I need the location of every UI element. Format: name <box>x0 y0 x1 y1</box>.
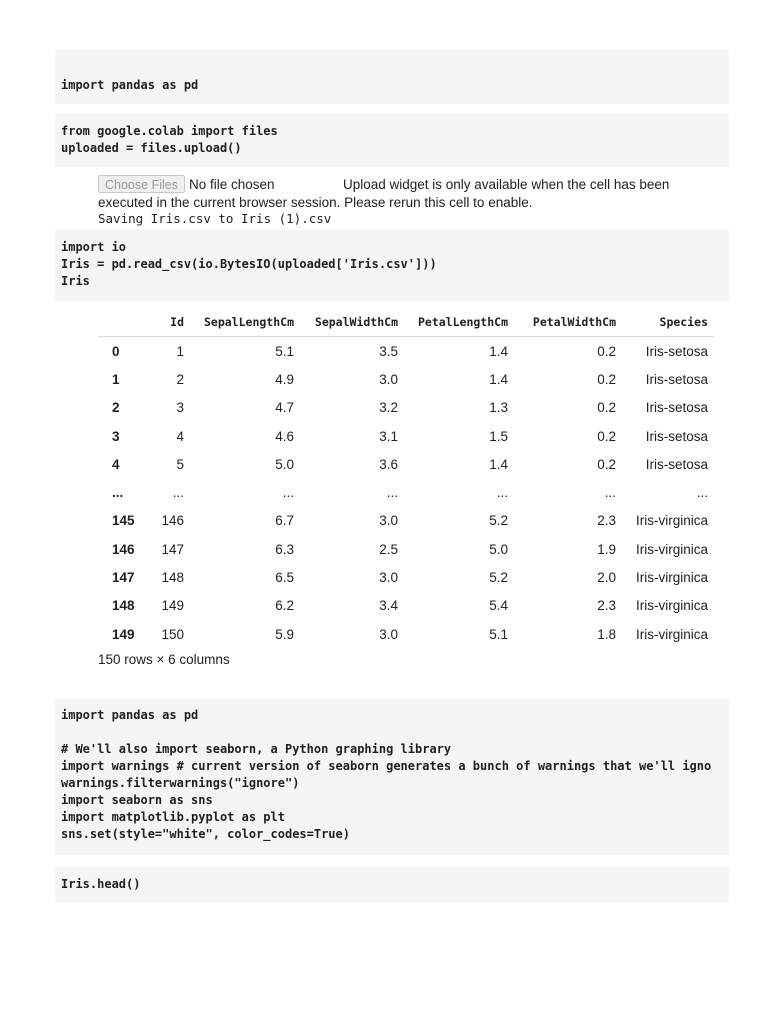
cell-petal-length: 1.5 <box>489 428 508 444</box>
cell-petal-width: 1.9 <box>597 541 616 557</box>
cell-petal-width: 2.3 <box>597 513 616 529</box>
code-line: Iris = pd.read_csv(io.BytesIO(uploaded['Iris.csv'])) <box>61 257 437 271</box>
cell-petal-length: 5.1 <box>489 626 508 642</box>
cell-sepal-width: 3.0 <box>379 626 398 642</box>
code-line: import warnings # current version of seaborn generates a bunch of warnings that we'll igno <box>61 759 712 773</box>
cell-petal-length: 5.2 <box>489 513 508 529</box>
cell-species: Iris-setosa <box>645 400 708 416</box>
cell-sepal-length: 6.2 <box>275 598 294 614</box>
cell-petal-width: 0.2 <box>597 343 616 359</box>
row-index: 146 <box>112 541 135 557</box>
cell-species: Iris-virginica <box>635 513 708 529</box>
table-header-row <box>98 308 714 337</box>
table-row <box>98 422 714 450</box>
cell-petal-width: 2.3 <box>597 598 616 614</box>
code-line: import seaborn as sns <box>61 793 213 807</box>
cell-petal-length: 1.4 <box>489 371 508 387</box>
cell-sepal-width: 3.4 <box>379 598 398 614</box>
cell-species: Iris-setosa <box>645 371 708 387</box>
cell-species: Iris-setosa <box>645 428 708 444</box>
cell-petal-width: 0.2 <box>597 371 616 387</box>
code-line: Iris.head() <box>61 877 141 891</box>
cell-sepal-length: 4.9 <box>275 371 294 387</box>
cell-sepal-length: 5.1 <box>275 343 294 359</box>
cell-id: 2 <box>176 371 184 387</box>
cell-id: ... <box>172 485 184 501</box>
row-index: 4 <box>112 456 120 472</box>
cell-petal-length: 5.4 <box>489 598 508 614</box>
row-index: 145 <box>112 513 135 529</box>
cell-petal-length: ... <box>496 485 508 501</box>
upload-warning-message: Upload widget is only available when the cell has been <box>342 176 670 192</box>
row-index: 3 <box>112 428 120 444</box>
row-index: 0 <box>112 343 120 359</box>
code-line: warnings.filterwarnings("ignore") <box>61 776 300 790</box>
code-cell-iris-head[interactable] <box>55 867 729 902</box>
dataframe-table <box>98 308 714 648</box>
cell-petal-width: 0.2 <box>597 456 616 472</box>
table-row <box>98 592 714 620</box>
cell-sepal-width: ... <box>386 485 398 501</box>
cell-sepal-length: ... <box>282 485 294 501</box>
choose-files-button[interactable]: Choose Files <box>98 175 185 193</box>
column-header-sepal-length: SepalLengthCm <box>190 308 300 337</box>
table-row <box>98 365 714 393</box>
cell-id: 3 <box>176 400 184 416</box>
row-index: 2 <box>112 400 120 416</box>
table-row <box>98 563 714 591</box>
cell-id: 150 <box>161 626 184 642</box>
cell-petal-length: 5.2 <box>489 570 508 586</box>
cell-species: ... <box>696 485 708 501</box>
table-row <box>98 450 714 478</box>
code-line: import io <box>61 240 127 254</box>
cell-id: 1 <box>176 343 184 359</box>
code-line: from google.colab import files <box>61 124 278 138</box>
code-line: import matplotlib.pyplot as plt <box>61 810 285 824</box>
code-line <box>61 724 729 741</box>
cell-sepal-width: 3.6 <box>379 456 398 472</box>
column-header-petal-width: PetalWidthCm <box>514 308 622 337</box>
cell-sepal-length: 4.6 <box>275 428 294 444</box>
cell-petal-length: 1.4 <box>489 456 508 472</box>
code-line: Iris <box>61 274 90 288</box>
cell-petal-length: 5.0 <box>489 541 508 557</box>
table-row <box>98 535 714 563</box>
code-line: sns.set(style="white", color_codes=True) <box>61 827 350 841</box>
dataframe-shape-label: 150 rows × 6 columns <box>98 652 230 667</box>
cell-sepal-width: 3.5 <box>379 343 398 359</box>
cell-id: 146 <box>161 513 184 529</box>
code-cell-upload[interactable] <box>55 114 729 167</box>
cell-id: 147 <box>161 541 184 557</box>
column-header-species: Species <box>622 308 714 337</box>
cell-species: Iris-setosa <box>645 343 708 359</box>
table-row <box>98 507 714 535</box>
row-index: 147 <box>112 570 135 586</box>
cell-petal-width: 2.0 <box>597 570 616 586</box>
row-index: 149 <box>112 626 135 642</box>
cell-sepal-width: 3.0 <box>379 371 398 387</box>
cell-species: Iris-virginica <box>635 626 708 642</box>
no-file-chosen-label: No file chosen <box>188 176 275 192</box>
upload-output <box>98 174 698 226</box>
saving-status: Saving Iris.csv to Iris (1).csv <box>98 211 332 226</box>
cell-sepal-width: 3.0 <box>379 570 398 586</box>
column-header-sepal-width: SepalWidthCm <box>300 308 404 337</box>
cell-id: 149 <box>161 598 184 614</box>
upload-warning-message-cont: executed in the current browser session. Please rerun this cell to enable. <box>98 195 533 210</box>
cell-sepal-width: 3.1 <box>379 428 398 444</box>
code-line: uploaded = files.upload() <box>61 141 242 155</box>
cell-sepal-length: 6.3 <box>275 541 294 557</box>
cell-id: 4 <box>176 428 184 444</box>
cell-species: Iris-virginica <box>635 541 708 557</box>
cell-species: Iris-virginica <box>635 570 708 586</box>
cell-petal-width: ... <box>604 485 616 501</box>
cell-id: 148 <box>161 570 184 586</box>
cell-sepal-width: 3.2 <box>379 400 398 416</box>
code-comment-line: # We'll also import seaborn, a Python graphing library <box>61 742 452 756</box>
row-index: 148 <box>112 598 135 614</box>
code-line: import pandas as pd <box>61 708 199 722</box>
column-header-id: Id <box>148 308 190 337</box>
table-row-ellipsis <box>98 478 714 506</box>
table-row <box>98 337 714 366</box>
cell-sepal-width: 2.5 <box>379 541 398 557</box>
cell-petal-width: 1.8 <box>597 626 616 642</box>
cell-petal-length: 1.3 <box>489 400 508 416</box>
code-cell-import-pandas[interactable] <box>55 50 729 104</box>
code-cell-imports-seaborn[interactable] <box>55 699 729 855</box>
cell-sepal-length: 6.7 <box>275 513 294 529</box>
cell-species: Iris-virginica <box>635 598 708 614</box>
cell-species: Iris-setosa <box>645 456 708 472</box>
row-index: 1 <box>112 371 120 387</box>
cell-sepal-width: 3.0 <box>379 513 398 529</box>
cell-sepal-length: 4.7 <box>275 400 294 416</box>
column-header-index <box>98 308 148 337</box>
cell-sepal-length: 5.9 <box>275 626 294 642</box>
code-cell-read-csv[interactable] <box>55 230 729 301</box>
table-row <box>98 620 714 648</box>
cell-sepal-length: 6.5 <box>275 570 294 586</box>
column-header-petal-length: PetalLengthCm <box>404 308 514 337</box>
table-row <box>98 394 714 422</box>
row-index: ... <box>112 485 124 501</box>
cell-petal-width: 0.2 <box>597 400 616 416</box>
code-line: import pandas as pd <box>61 78 199 92</box>
cell-petal-length: 1.4 <box>489 343 508 359</box>
cell-sepal-length: 5.0 <box>275 456 294 472</box>
cell-id: 5 <box>176 456 184 472</box>
cell-petal-width: 0.2 <box>597 428 616 444</box>
